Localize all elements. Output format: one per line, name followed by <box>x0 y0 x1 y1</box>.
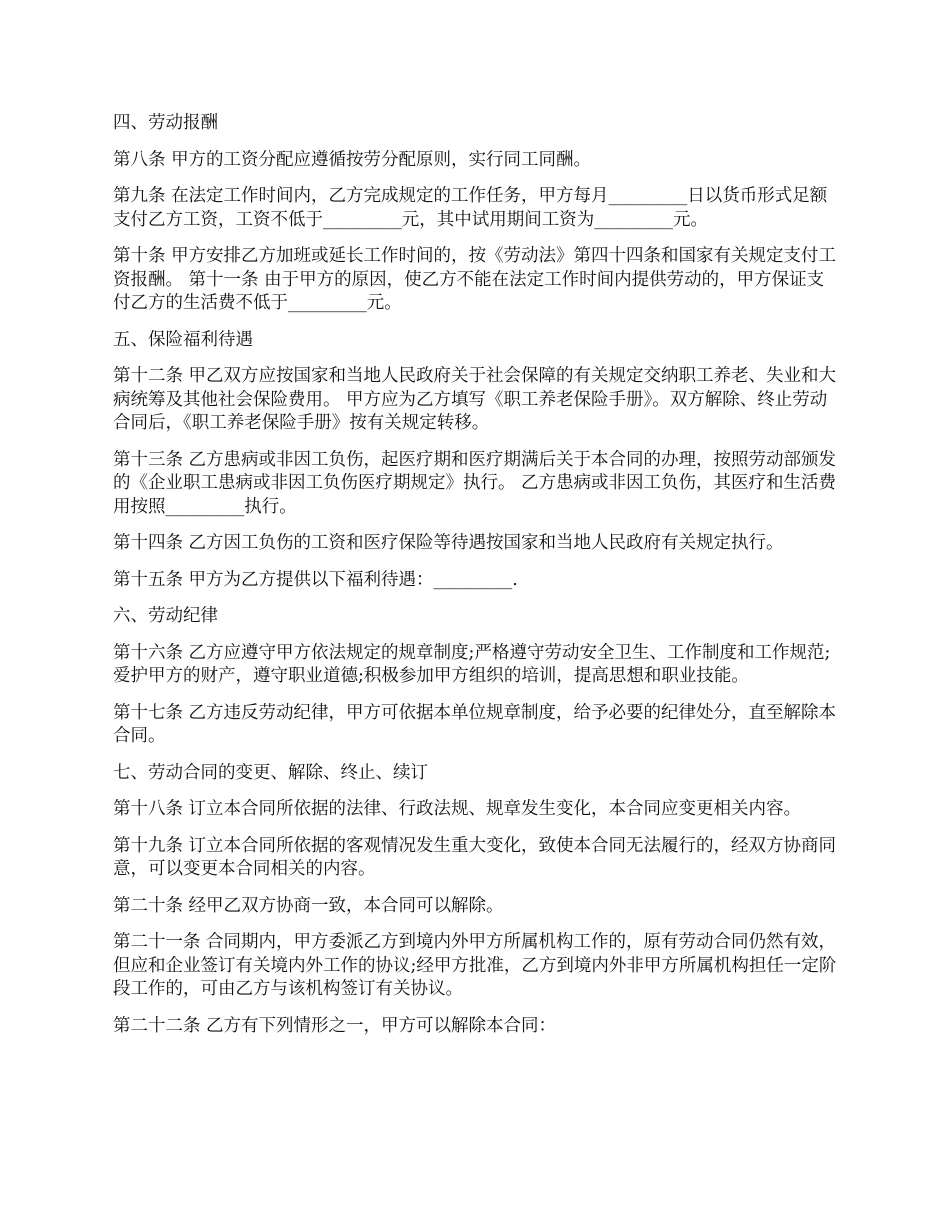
article-16: 第十六条 乙方应遵守甲方依法规定的规章制度;严格遵守劳动安全卫生、工作制度和工作规范;爱护甲方的财产，遵守职业道德;积极参加甲方组织的培训，提高思想和职业技能。 <box>113 642 831 686</box>
section-heading-contract-changes: 七、劳动合同的变更、解除、终止、续订 <box>113 762 428 783</box>
article-9: 第九条 在法定工作时间内，乙方完成规定的工作任务，甲方每月_________日以货币形式足额支付乙方工资，工资不低于_________元，其中试用期间工资为_________元。 <box>113 186 828 230</box>
document-body <box>113 112 839 1051</box>
article-22: 第二十二条 乙方有下列情形之一，甲方可以解除本合同： <box>113 1015 557 1036</box>
section-heading-discipline: 六、劳动纪律 <box>113 606 218 626</box>
article-10-11: 第十条 甲方安排乙方加班或延长工作时间的，按《劳动法》第四十四条和国家有关规定支付工资报酬。 第十一条 由于甲方的原因，使乙方不能在法定工作时间内提供劳动的，甲方保证支付乙方的生活费不低于_________元。 <box>113 246 837 313</box>
article-18: 第十八条 订立本合同所依据的法律、行政法规、规章发生变化，本合同应变更相关内容。 <box>113 799 802 819</box>
article-8: 第八条 甲方的工资分配应遵循按劳分配原则，实行同工同酬。 <box>113 149 592 170</box>
article-15: 第十五条 甲方为乙方提供以下福利待遇：_________. <box>113 569 518 590</box>
article-13: 第十三条 乙方患病或非因工负伤，起医疗期和医疗期满后关于本合同的办理，按照劳动部颁发的《企业职工患病或非因工负伤医疗期规定》执行。 乙方患病或非因工负伤，其医疗和生活费用按照_________执行。 <box>113 449 837 517</box>
article-14: 第十四条 乙方因工负伤的工资和医疗保险等待遇按国家和当地人民政府有关规定执行。 <box>113 533 784 553</box>
article-19: 第十九条 订立本合同所依据的客观情况发生重大变化，致使本合同无法履行的，经双方协商同意，可以变更本合同相关的内容。 <box>113 835 837 879</box>
article-17: 第十七条 乙方违反劳动纪律，甲方可依据本单位规章制度，给予必要的纪律处分，直至解除本合同。 <box>113 702 837 746</box>
article-12: 第十二条 甲乙双方应按国家和当地人民政府关于社会保障的有关规定交纳职工养老、失业和大病统筹及其他社会保险费用。 甲方应为乙方填写《职工养老保险手册》。双方解除、终止劳动合同后，《职工养老保险手册》按有关规定转移。 <box>113 366 837 433</box>
section-heading-remuneration: 四、劳动报酬 <box>113 113 218 133</box>
article-20: 第二十条 经甲乙双方协商一致，本合同可以解除。 <box>113 895 504 916</box>
section-heading-insurance: 五、保险福利待遇 <box>113 329 253 350</box>
article-21: 第二十一条 合同期内，甲方委派乙方到境内外甲方所属机构工作的，原有劳动合同仍然有效，但应和企业签订有关境内外工作的协议;经甲方批准，乙方到境内外非甲方所属机构担任一定阶段工作的，可由乙方与该机构签订有关协议。 <box>113 932 837 999</box>
